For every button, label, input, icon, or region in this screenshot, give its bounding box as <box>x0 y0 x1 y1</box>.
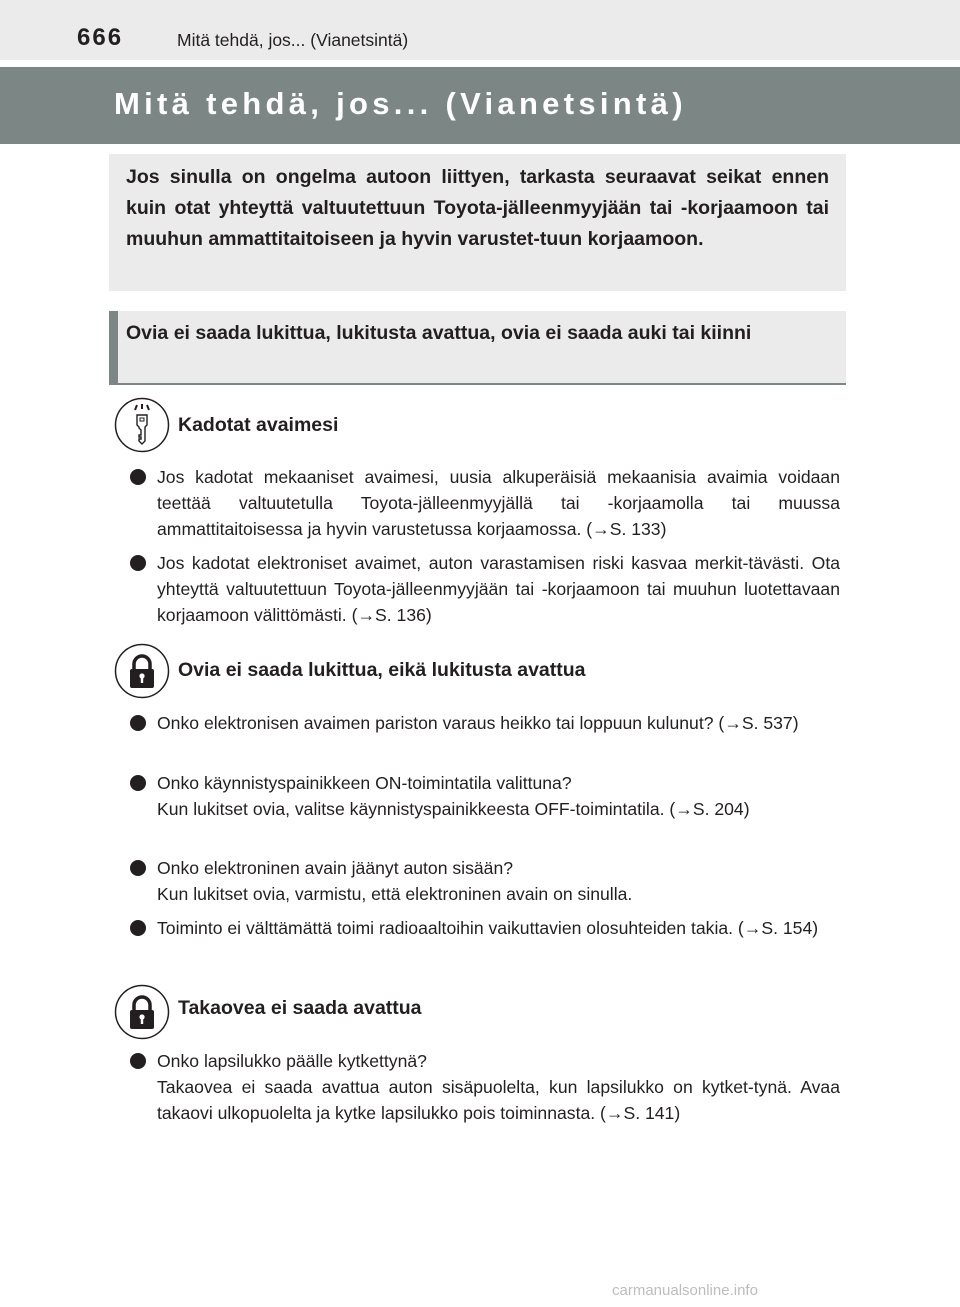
list-item <box>130 915 840 941</box>
list-item <box>130 1048 840 1126</box>
running-header-bar <box>0 0 960 60</box>
item-text: Takaovea ei saada avattua auton sisäpuolelta, kun lapsilukko on kytket-tynä. Avaa takaovi ulkopuolelta ja kytke lapsilukko pois toiminnasta. (→S. 141) <box>157 1077 840 1123</box>
item-text: Jos kadotat mekaaniset avaimesi, uusia alkuperäisiä mekaanisia avaimia voidaan teettää valtuutetulla Toyota-jälleenmyyjällä tai -korjaamolla tai muussa ammattitaitoisessa ja hyvin varustetussa korjaamossa. (→S. 133) <box>157 467 840 539</box>
lock-icon <box>114 984 170 1040</box>
list-item <box>130 770 840 822</box>
item-text: Onko lapsilukko päälle kytkettynä? <box>157 1051 427 1071</box>
subsection-heading: Kadotat avaimesi <box>178 414 339 436</box>
intro-text: Jos sinulla on ongelma autoon liittyen, tarkasta seuraavat seikat ennen kuin otat yhteyttä valtuutettuun Toyota-jälleenmyyjään tai -korjaamoon tai muuhun ammattitaitoiseen ja hyvin varustet-tuun korjaamoon. <box>126 166 829 250</box>
item-text: Onko elektronisen avaimen pariston varaus heikko tai loppuun kulunut? (→S. 537) <box>157 713 799 733</box>
list-item <box>130 855 840 907</box>
section-heading: Ovia ei saada lukittua, lukitusta avattua, ovia ei saada auki tai kiinni <box>126 322 752 344</box>
intro-box <box>109 154 846 291</box>
section-heading-box <box>109 311 846 385</box>
watermark: carmanualsonline.info <box>612 1282 758 1299</box>
bullet-icon <box>130 1053 146 1069</box>
list-item <box>130 464 840 542</box>
item-text: Jos kadotat elektroniset avaimet, auton varastamisen riski kasvaa merkit-tävästi. Ota yhteyttä valtuutettuun Toyota-jälleenmyyjään tai -korjaamoon tai muuhun luotettavaan korjaamoon välittömästi. (→S. 136) <box>157 553 840 625</box>
page-number: 666 <box>77 24 124 51</box>
list-item <box>130 550 840 628</box>
lock-icon <box>114 643 170 699</box>
item-text: Onko elektroninen avain jäänyt auton sisään? <box>157 858 514 878</box>
bullet-icon <box>130 775 146 791</box>
running-title: Mitä tehdä, jos... (Vianetsintä) <box>177 30 409 50</box>
item-text: Kun lukitset ovia, valitse käynnistyspainikkeesta OFF-toimintatila. (→S. 204) <box>157 799 750 819</box>
section-accent-bar <box>109 311 118 385</box>
key-icon <box>114 397 170 453</box>
bullet-icon <box>130 555 146 571</box>
bullet-icon <box>130 715 146 731</box>
item-text: Onko käynnistyspainikkeen ON-toimintatila valittuna? <box>157 773 572 793</box>
item-text: Toiminto ei välttämättä toimi radioaaltoihin vaikuttavien olosuhteiden takia. (→S. 154) <box>157 918 819 938</box>
list-item <box>130 710 840 736</box>
bullet-icon <box>130 860 146 876</box>
bullet-icon <box>130 920 146 936</box>
subsection-heading: Ovia ei saada lukittua, eikä lukitusta avattua <box>178 659 586 681</box>
bullet-icon <box>130 469 146 485</box>
subsection-heading: Takaovea ei saada avattua <box>178 997 422 1019</box>
page-title: Mitä tehdä, jos... (Vianetsintä) <box>114 86 687 121</box>
item-text: Kun lukitset ovia, varmistu, että elektroninen avain on sinulla. <box>157 884 633 904</box>
